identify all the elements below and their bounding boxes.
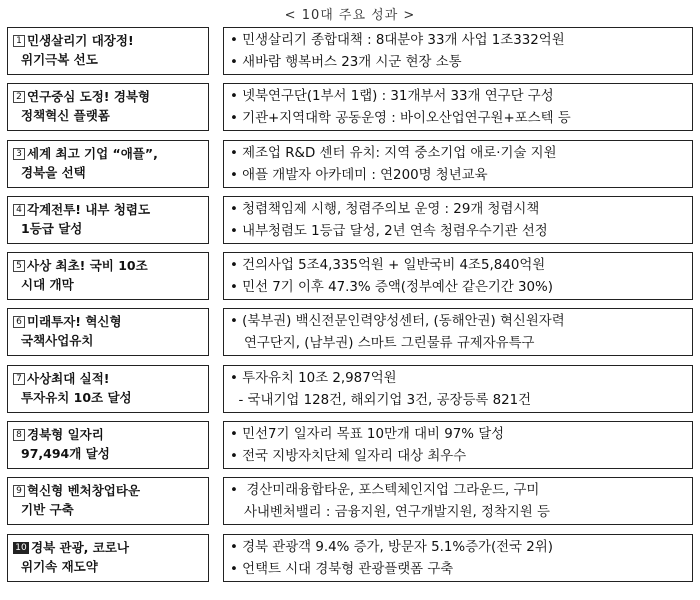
item-number: 8 xyxy=(13,429,25,441)
detail-line: 사내벤처밸리 : 금융지원, 연구개발지원, 정착지원 등 xyxy=(244,505,550,521)
achievement-detail-cell xyxy=(223,252,693,300)
detail-line: • 새바람 행복버스 23개 시군 현장 소통 xyxy=(230,55,462,70)
achievement-detail-cell xyxy=(223,196,693,244)
item-number: 9 xyxy=(13,485,25,497)
detail-line: • 청렴책임제 시행, 청렴주의보 운영 : 29개 청렴시책 xyxy=(230,201,540,217)
item-number: 1 xyxy=(13,35,25,47)
achievement-title-line1: 경북 관광, 코로나 xyxy=(31,539,129,555)
detail-line: • (북부권) 백신전문인력양성센터, (동해안권) 혁신원자력 xyxy=(230,314,565,330)
achievement-title-line2: 97,494개 달성 xyxy=(21,446,110,462)
detail-line: • 기관+지역대학 공동운영 : 바이오산업연구원+포스텍 등 xyxy=(230,111,571,127)
detail-line: • 민선 7기 이후 47.3% 증액(정부예산 같은기간 30%) xyxy=(230,280,553,296)
achievement-detail-cell xyxy=(223,477,693,525)
item-number: 2 xyxy=(13,91,25,103)
table-row xyxy=(7,140,693,190)
detail-line: • 투자유치 10조 2,987억원 xyxy=(230,370,397,386)
detail-line: • 경북 관광객 9.4% 증가, 방문자 5.1%증가(전국 2위) xyxy=(230,539,553,555)
table-row xyxy=(7,308,693,358)
table-row xyxy=(7,27,693,77)
detail-line: • 전국 지방자치단체 일자리 대상 최우수 xyxy=(230,449,467,465)
achievement-detail-cell xyxy=(223,140,693,188)
page-title: < 10대 주요 성과 > xyxy=(284,8,416,23)
item-number: 4 xyxy=(13,204,25,216)
table-row xyxy=(7,252,693,302)
table-row xyxy=(7,196,693,246)
achievement-title-cell xyxy=(7,27,209,75)
achievement-title-line2: 위기속 재도약 xyxy=(21,558,98,574)
detail-line: • 경산미래융합타운, 포스텍체인지업 그라운드, 구미 xyxy=(230,483,540,499)
detail-line: • 민생살리기 종합대책 : 8대분야 33개 사업 1조332억원 xyxy=(230,33,565,48)
achievement-title-line1: 사상 최초! 국비 10조 xyxy=(27,258,148,274)
detail-line: • 민선7기 일자리 목표 10만개 대비 97% 달성 xyxy=(230,427,505,443)
achievement-title-line2: 1등급 달성 xyxy=(21,220,83,236)
item-number: 3 xyxy=(13,148,25,160)
achievement-title-line2: 기반 구축 xyxy=(21,502,74,518)
table-row xyxy=(7,365,693,415)
detail-line: • 애플 개발자 아카데미 : 연200명 청년교육 xyxy=(230,167,488,183)
achievement-detail-cell xyxy=(223,534,693,582)
table-row xyxy=(7,534,693,584)
achievement-title-line1: 혁신형 벤처창업타운 xyxy=(27,483,141,499)
item-number: 6 xyxy=(13,316,25,328)
item-number: 7 xyxy=(13,373,25,385)
table-row xyxy=(7,421,693,471)
achievement-title-line1: 세계 최고 기업 “애플”, xyxy=(27,145,158,161)
achievements-table xyxy=(7,27,693,590)
achievement-title-cell xyxy=(7,534,209,582)
achievement-title-line2: 경북을 선택 xyxy=(21,164,86,180)
detail-line: • 제조업 R&D 센터 유치: 지역 중소기업 애로·기술 지원 xyxy=(230,145,557,161)
detail-line: • 건의사업 5조4,335억원 + 일반국비 4조5,840억원 xyxy=(230,258,546,274)
table-row xyxy=(7,477,693,527)
achievement-title-line1: 미래투자! 혁신형 xyxy=(27,314,122,330)
achievement-title-line1: 연구중심 도정! 경북형 xyxy=(27,89,151,105)
detail-line: • 넷북연구단(1부서 1랩) : 31개부서 33개 연구단 구성 xyxy=(230,89,554,105)
achievement-detail-cell xyxy=(223,83,693,131)
achievement-detail-cell xyxy=(223,27,693,75)
achievement-title-cell xyxy=(7,83,209,131)
detail-line: - 국내기업 128건, 해외기업 3건, 공장등록 821건 xyxy=(230,392,532,408)
achievement-title-cell xyxy=(7,365,209,413)
achievement-title-cell xyxy=(7,308,209,356)
item-number: 5 xyxy=(13,260,25,272)
achievement-title-line2: 투자유치 10조 달성 xyxy=(21,389,132,405)
achievement-title-cell xyxy=(7,421,209,469)
achievement-title-cell xyxy=(7,477,209,525)
achievement-title-cell xyxy=(7,196,209,244)
achievement-title-line2: 정책혁신 플랫폼 xyxy=(21,108,110,124)
achievement-title-line2: 위기극복 선도 xyxy=(21,52,98,67)
achievement-title-line2: 시대 개막 xyxy=(21,277,74,293)
achievement-detail-cell xyxy=(223,308,693,356)
achievement-detail-cell xyxy=(223,421,693,469)
achievement-title-cell xyxy=(7,140,209,188)
achievement-title-line1: 경북형 일자리 xyxy=(27,427,104,443)
detail-line: • 내부청렴도 1등급 달성, 2년 연속 청렴우수기관 선정 xyxy=(230,223,548,239)
detail-line: 연구단지, (남부권) 스마트 그린물류 규제자유특구 xyxy=(244,336,535,352)
achievement-title-cell xyxy=(7,252,209,300)
table-row xyxy=(7,83,693,133)
achievement-title-line2: 국책사업유치 xyxy=(21,333,94,349)
achievement-title-line1: 민생살리기 대장정! xyxy=(27,33,134,48)
item-number: 10 xyxy=(13,542,29,554)
detail-line: • 언택트 시대 경북형 관광플랫폼 구축 xyxy=(230,561,454,577)
achievement-title-line1: 각계전투! 내부 청렴도 xyxy=(27,201,151,217)
achievement-detail-cell xyxy=(223,365,693,413)
achievement-title-line1: 사상최대 실적! xyxy=(27,370,110,386)
